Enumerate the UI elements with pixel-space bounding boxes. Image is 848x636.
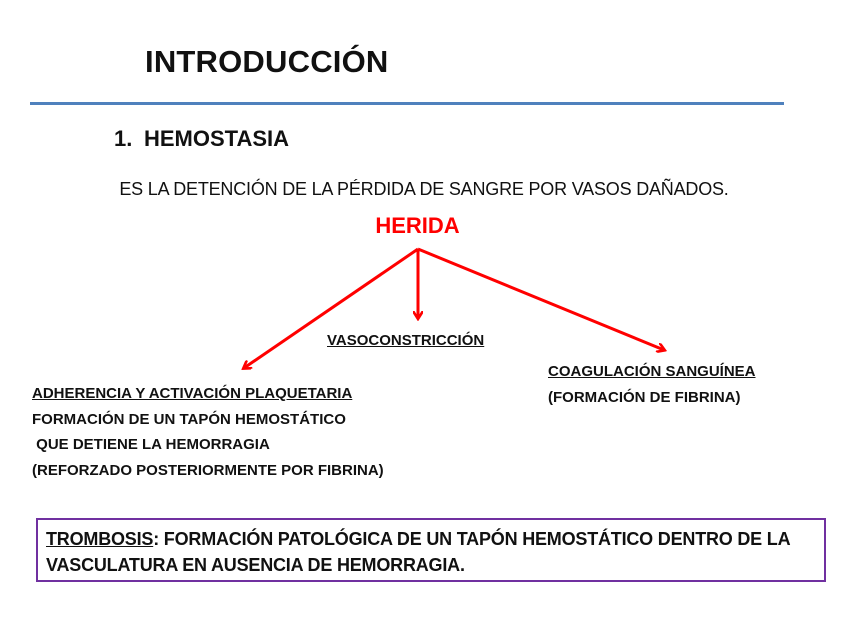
section-number: 1.	[114, 126, 133, 151]
plaquetaria-line-2: QUE DETIENE LA HEMORRAGIA	[32, 436, 270, 453]
herida-label: HERIDA	[375, 213, 460, 238]
slide-title: INTRODUCCIÓN	[145, 44, 389, 79]
plaquetaria-line-3: (REFORZADO POSTERIORMENTE POR FIBRINA)	[32, 461, 384, 479]
trombosis-text	[46, 526, 818, 578]
plaquetaria-heading: ADHERENCIA Y ACTIVACIÓN PLAQUETARIA	[32, 385, 353, 402]
plaquetaria-block	[32, 381, 384, 483]
coagulacion-block	[548, 359, 756, 410]
definition-text: ES LA DETENCIÓN DE LA PÉRDIDA DE SANGRE POR VASOS DAÑADOS.	[119, 179, 729, 199]
trombosis-term: TROMBOSIS	[46, 529, 154, 549]
section-title: HEMOSTASIA	[144, 126, 290, 151]
coagulacion-line-1: (FORMACIÓN DE FIBRINA)	[548, 388, 741, 406]
coagulacion-heading: COAGULACIÓN SANGUÍNEA	[548, 363, 756, 380]
trombosis-box	[36, 518, 826, 582]
arrow-left	[244, 249, 418, 368]
plaquetaria-line-1: FORMACIÓN DE UN TAPÓN HEMOSTÁTICO	[32, 410, 346, 428]
vasoconstriccion-heading: VASOCONSTRICCIÓN	[327, 332, 485, 349]
trombosis-definition: : FORMACIÓN PATOLÓGICA DE UN TAPÓN HEMOSTÁTICO DENTRO DE LA VASCULATURA EN AUSENCIA DE HEMORRAGIA.	[46, 529, 790, 575]
